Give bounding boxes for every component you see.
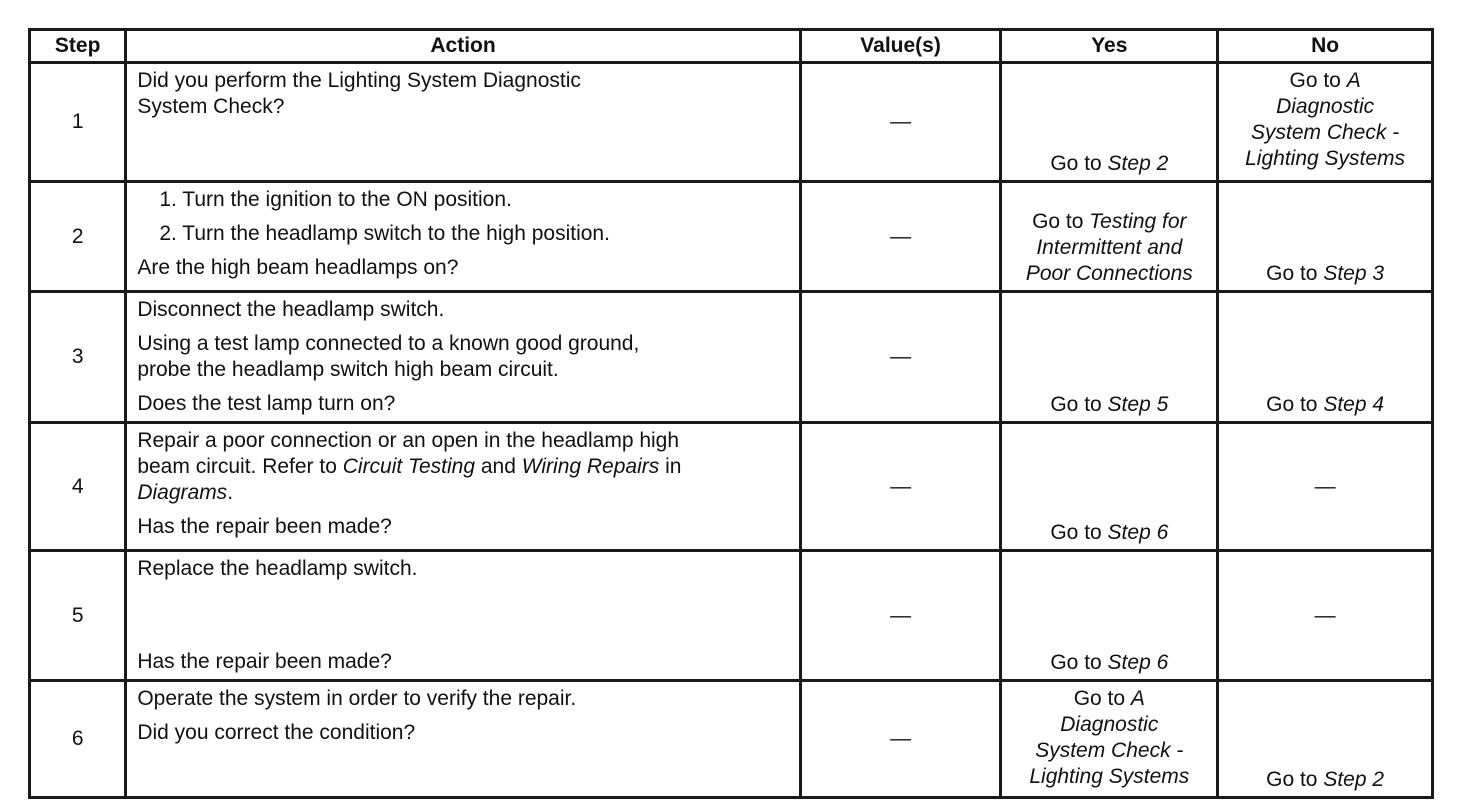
action-instruction: Repair a poor connection or an open in the headlamp high (137, 429, 680, 452)
goto-label: Go to (1050, 651, 1108, 674)
yes-cell (1001, 292, 1218, 423)
header-row (30, 30, 1433, 63)
action-text: and (475, 455, 522, 478)
value-dash: — (890, 727, 912, 750)
action-instruction (137, 454, 790, 480)
goto-target: Diagnostic (1276, 95, 1375, 118)
table-row (30, 292, 1433, 423)
goto-target: Step 5 (1107, 393, 1169, 416)
value-dash: — (890, 224, 912, 248)
value-cell (800, 551, 1001, 681)
action-instruction: 1. Turn the ignition to the ON position. (159, 188, 512, 211)
no-dash: — (1314, 474, 1336, 498)
goto-target: Testing for (1089, 210, 1187, 233)
value-cell (800, 292, 1001, 423)
no-cell (1218, 551, 1433, 681)
step-number: 6 (30, 681, 126, 798)
action-text: beam circuit. Refer to (137, 455, 343, 478)
table-row (30, 681, 1433, 798)
table-row (30, 551, 1433, 681)
no-link[interactable] (1266, 393, 1384, 416)
goto-target: Step 2 (1323, 768, 1385, 791)
yes-link[interactable] (1002, 686, 1216, 790)
header-step: Step (30, 30, 126, 63)
no-link[interactable] (1266, 768, 1384, 791)
goto-target: Poor Connections (1025, 262, 1193, 285)
goto-label: Go to (1032, 210, 1090, 233)
goto-label: Go to (1266, 393, 1324, 416)
value-dash: — (890, 110, 912, 133)
goto-label: Go to (1050, 152, 1108, 175)
goto-target: Lighting Systems (1029, 765, 1190, 788)
goto-target: Diagnostic (1060, 713, 1159, 736)
goto-target: Lighting Systems (1245, 147, 1406, 170)
value-dash: — (890, 603, 912, 627)
goto-label: Go to (1266, 262, 1324, 285)
yes-link[interactable] (1002, 209, 1216, 287)
no-cell (1218, 292, 1433, 423)
reference-link[interactable]: Diagrams (137, 481, 228, 504)
yes-link[interactable] (1050, 152, 1168, 175)
yes-link[interactable] (1050, 521, 1168, 544)
yes-cell (1001, 551, 1218, 681)
action-cell (126, 681, 800, 798)
value-cell (800, 423, 1001, 551)
no-link[interactable] (1219, 68, 1431, 172)
action-cell (126, 292, 800, 423)
value-cell (800, 182, 1001, 292)
yes-link[interactable] (1050, 393, 1168, 416)
action-instruction: 2. Turn the headlamp switch to the high position. (159, 222, 610, 245)
reference-link[interactable]: Circuit Testing (342, 455, 476, 478)
action-instruction: probe the headlamp switch high beam circuit. (137, 358, 559, 381)
value-dash: — (890, 474, 912, 498)
action-question: Did you correct the condition? (137, 721, 416, 744)
goto-target: A (1346, 69, 1361, 92)
action-cell (126, 423, 800, 551)
goto-target: Step 4 (1323, 393, 1385, 416)
goto-label: Go to (1050, 521, 1108, 544)
action-question: Are the high beam headlamps on? (137, 256, 459, 279)
action-instruction (137, 480, 790, 506)
no-cell (1218, 182, 1433, 292)
goto-target: Intermittent and (1036, 236, 1183, 259)
goto-target: Step 2 (1107, 152, 1169, 175)
goto-label: Go to (1073, 687, 1131, 710)
action-cell (126, 551, 800, 681)
table-row (30, 182, 1433, 292)
reference-link[interactable]: Wiring Repairs (521, 455, 660, 478)
goto-label: Go to (1289, 69, 1347, 92)
header-yes: Yes (1001, 30, 1218, 63)
action-cell (126, 63, 800, 182)
action-text: Did you perform the Lighting System Diagnostic (137, 69, 581, 92)
action-question: Does the test lamp turn on? (137, 392, 396, 415)
action-instruction: Operate the system in order to verify the repair. (137, 687, 577, 710)
goto-target: System Check - (1035, 739, 1184, 762)
action-instruction: Replace the headlamp switch. (137, 557, 418, 580)
header-action: Action (126, 30, 800, 63)
action-instruction: Disconnect the headlamp switch. (137, 298, 445, 321)
action-text: System Check? (137, 95, 285, 118)
action-question: Has the repair been made? (137, 515, 392, 538)
yes-cell (1001, 681, 1218, 798)
table-row (30, 63, 1433, 182)
header-no: No (1218, 30, 1433, 63)
yes-link[interactable] (1050, 651, 1168, 674)
action-cell (126, 182, 800, 292)
value-cell (800, 681, 1001, 798)
goto-label: Go to (1050, 393, 1108, 416)
yes-cell (1001, 423, 1218, 551)
value-dash: — (890, 345, 912, 368)
step-number: 4 (30, 423, 126, 551)
action-instruction: Using a test lamp connected to a known good ground, (137, 332, 640, 355)
step-number: 5 (30, 551, 126, 681)
action-text: . (227, 481, 234, 504)
no-cell (1218, 681, 1433, 798)
step-number: 3 (30, 292, 126, 423)
no-cell (1218, 63, 1433, 182)
action-question: Has the repair been made? (137, 650, 392, 673)
goto-target: A (1130, 687, 1145, 710)
no-dash: — (1314, 603, 1336, 627)
goto-target: Step 6 (1107, 651, 1169, 674)
value-cell (800, 63, 1001, 182)
action-text: in (659, 455, 682, 478)
step-number: 2 (30, 182, 126, 292)
table-row (30, 423, 1433, 551)
yes-cell (1001, 63, 1218, 182)
diagnostic-table (28, 28, 1434, 799)
goto-target: System Check - (1250, 121, 1400, 144)
no-link[interactable] (1266, 262, 1384, 285)
goto-label: Go to (1266, 768, 1324, 791)
no-cell (1218, 423, 1433, 551)
goto-target: Step 6 (1107, 521, 1169, 544)
goto-target: Step 3 (1323, 262, 1385, 285)
step-number: 1 (30, 63, 126, 182)
yes-cell (1001, 182, 1218, 292)
header-values: Value(s) (800, 30, 1001, 63)
